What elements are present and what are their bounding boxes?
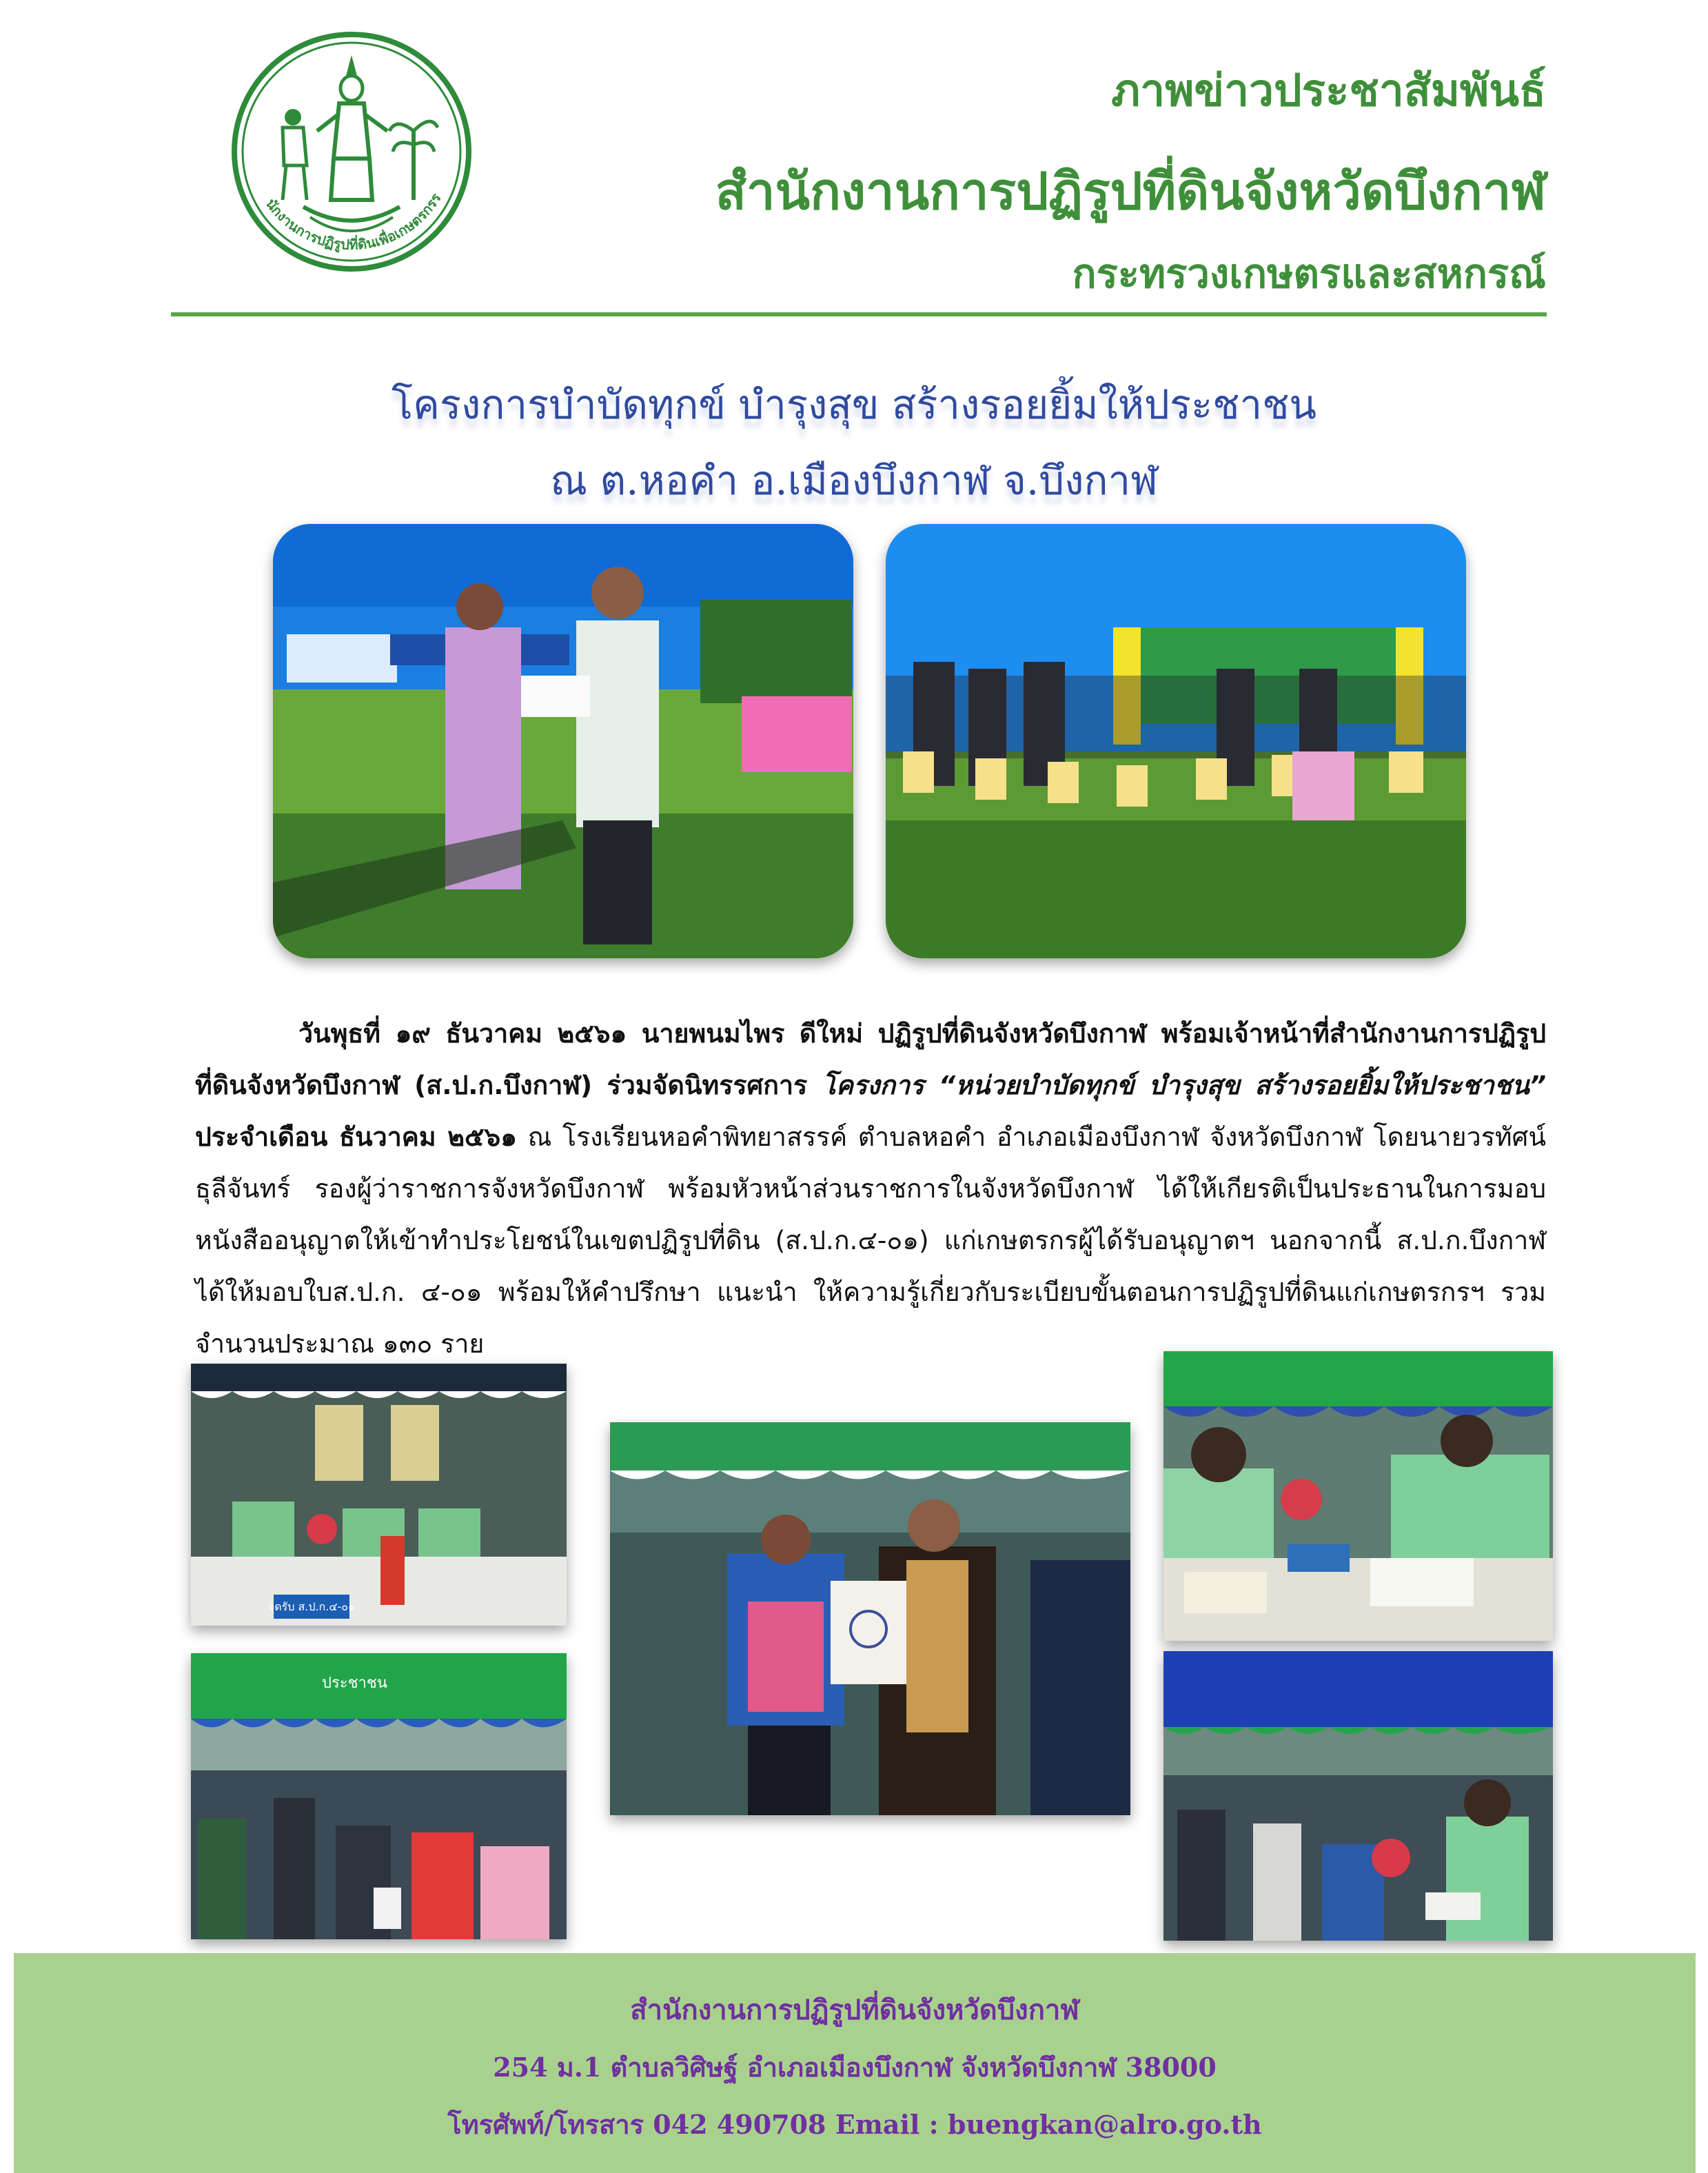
photo-handover-ceremony [273, 524, 853, 958]
footer-contact-band [14, 1953, 1696, 2173]
footer-phone-email: โทรศัพท์/โทรสาร 042 490708 Email : buengkan@alro.go.th [447, 2109, 1262, 2140]
header-line-3: กระทรวงเกษตรและสหกรณ์ [1072, 250, 1546, 297]
header-line-2: สำนักงานการปฏิรูปที่ดินจังหวัดบึงกาฬ [715, 162, 1546, 221]
body-month: ประจำเดือน ธันวาคม ๒๕๖๑ [195, 1122, 518, 1152]
news-title-line-2: ณ ต.หอคำ อ.เมืองบึงกาฬ จ.บึงกาฬ [550, 457, 1158, 504]
news-title-line-1: โครงการบำบัดทุกข์ บำรุงสุข สร้างรอยยิ้มให้ประชาชน [391, 381, 1317, 428]
photo-staff-consultation [1163, 1351, 1553, 1641]
seal-text: นักงานการปฏิรูปที่ดินเพื่อเกษตรกรร [262, 190, 445, 253]
body-project-name: โครงการ “หน่วยบำบัดทุกข์ บำรุงสุข สร้างรอยยิ้มให้ประชาชน” [807, 1070, 1546, 1100]
header-line-1: ภาพข่าวประชาสัมพันธ์ [1111, 65, 1546, 117]
desk-sign-text: จุดรับ ส.ป.ก.๔-๐๑ [267, 1600, 356, 1613]
body-lead-sentence: วันพุธที่ ๑๙ ธันวาคม ๒๕๖๑ นายพนมไพร ดีใหม่ ปฏิรูปที่ดินจังหวัดบึงกาฬ พร้อมเจ้าหน้าที่สำนักงานการปฏิรูปที่ดินจังหวัดบึงกาฬ (ส.ป.ก.บึงกาฬ) ร่วมจัดนิทรรศการ [195, 1018, 1546, 1100]
alro-seal-logo [227, 28, 476, 276]
header-divider [171, 312, 1547, 316]
photo-registration-desk [191, 1364, 567, 1626]
footer-office-name: สำนักงานการปฏิรูปที่ดินจังหวัดบึงกาฬ [630, 1994, 1079, 2026]
news-body [195, 1008, 1546, 1370]
tent-text: ประชาชน [322, 1675, 387, 1692]
photo-service-desk [1163, 1651, 1553, 1941]
photo-certificate-recipient [610, 1422, 1130, 1815]
footer-address: 254 ม.1 ตำบลวิศิษฐ์ อำเภอเมืองบึงกาฬ จังหวัดบึงกาฬ 38000 [493, 2052, 1217, 2083]
body-details: ณ โรงเรียนหอคำพิทยาสรรค์ ตำบลหอคำ อำเภอเมืองบึงกาฬ จังหวัดบึงกาฬ โดยนายวรทัศน์ ธุลีจันทร์ รองผู้ว่าราชการจังหวัดบึงกาฬ พร้อมหัวหน้าส่วนราชการในจังหวัดบึงกาฬ ได้ให้เกียรติเป็นประธานในการมอบหนังสืออนุญาตให้เข้าทำประโยชน์ในเขตปฏิรูปที่ดิน (ส.ป.ก.๔-๐๑) แก่เกษตรกรผู้ได้รับอนุญาตฯ นอกจากนี้ ส.ป.ก.บึงกาฬ ได้ให้มอบใบส.ป.ก. ๔-๐๑ พร้อมให้คำปรึกษา แนะนำ ให้ความรู้เกี่ยวกับระเบียบขั้นตอนการปฏิรูปที่ดินแก่เกษตรกรฯ รวมจำนวนประมาณ ๑๓๐ ราย [195, 1122, 1546, 1359]
photo-group-certificates [886, 524, 1466, 958]
photo-crowd-under-tent [191, 1653, 567, 1939]
